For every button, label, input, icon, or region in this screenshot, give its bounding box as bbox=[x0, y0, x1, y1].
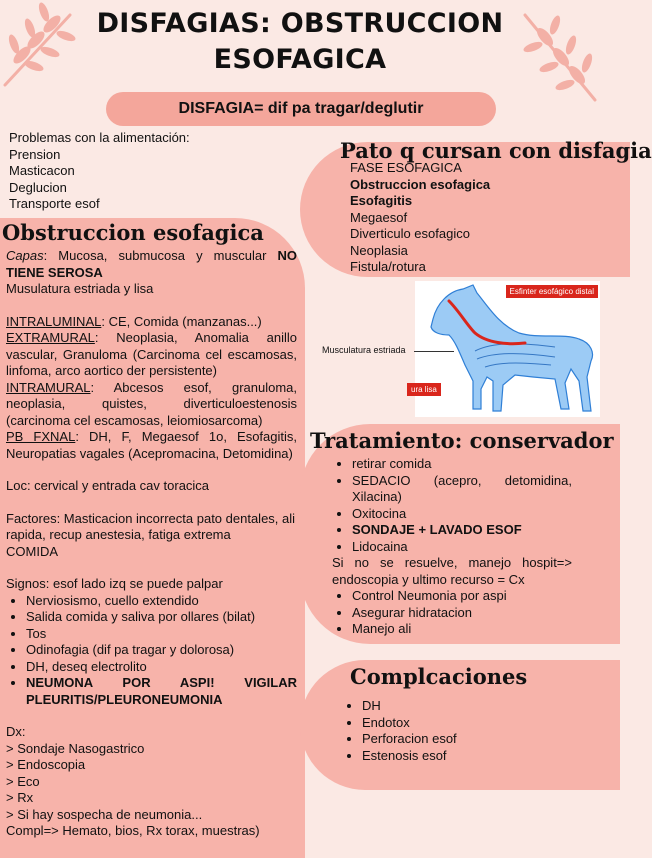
tratamiento-item: • Oxitocina bbox=[352, 506, 572, 523]
capas-line2: Musulatura estriada y lisa bbox=[6, 281, 154, 296]
tratamiento-list bbox=[332, 456, 572, 555]
intramural-paragraph bbox=[6, 380, 297, 430]
problemas-block bbox=[9, 130, 289, 213]
problemas-item: Transporte esof bbox=[9, 196, 100, 211]
pato-item: Obstruccion esofagica bbox=[350, 176, 491, 192]
tratamiento-section-title: Tratamiento: conservador bbox=[310, 428, 614, 453]
pbfxnal-text: : DH, F, Megaesof 1o, Esofagitis, Neuropatias vagales (Acepromacina, Detomidina) bbox=[6, 429, 297, 461]
problemas-item: Deglucion bbox=[9, 179, 67, 195]
problemas-item: Prension bbox=[9, 146, 61, 162]
signos-item-bold: • NEUMONA POR ASPI! VIGILAR PLEURITIS/PLEURONEUMONIA bbox=[26, 675, 297, 708]
factores-line: Factores: Masticacion incorrecta pato dentales, ali rapida, recup anestesia, fatiga extrema bbox=[6, 510, 296, 542]
pato-item: Neoplasia bbox=[350, 242, 408, 258]
tratamiento-list-2 bbox=[332, 588, 572, 638]
pato-section-title: Pato q cursan con disfagia bbox=[340, 138, 652, 163]
dx-item: > Endoscopia bbox=[6, 757, 86, 772]
dx-item: > Rx bbox=[6, 790, 34, 805]
striated-muscle-pointer bbox=[414, 351, 454, 352]
tratamiento-item-bold: • SONDAJE + LAVADO ESOF bbox=[352, 522, 572, 539]
smooth-muscle-label: ura lisa bbox=[407, 383, 441, 396]
pato-item: Esofagitis bbox=[350, 193, 413, 208]
tratamiento-item: • Manejo ali bbox=[352, 621, 572, 638]
pato-item: Megaesof bbox=[350, 209, 408, 225]
extramural-paragraph bbox=[6, 330, 297, 380]
tratamiento-item: • retirar comida bbox=[352, 456, 572, 473]
complicaciones-item: • Perforacion esof bbox=[362, 731, 572, 748]
signos-list bbox=[6, 593, 297, 709]
obstruccion-content bbox=[6, 248, 297, 840]
pbfxnal-paragraph bbox=[6, 429, 297, 462]
title-line-1: DISFAGIAS: OBSTRUCCION bbox=[96, 8, 504, 39]
signos-item: • Tos bbox=[26, 626, 297, 643]
signos-heading: Signos: esof lado izq se puede palpar bbox=[6, 576, 223, 591]
intramural-text: : Abcesos esof, granuloma, neoplasia, quistes, diverticuloestenosis (carcinoma cel escamosas, leiomiosarcoma) bbox=[6, 379, 297, 428]
dx-item: Compl=> Hemato, bios, Rx torax, muestras) bbox=[6, 823, 260, 838]
extramural-text: : Neoplasia, Anomalia anillo vascular, Granuloma (Carcinoma cel escamosas, linfoma, arco aortico der persistente) bbox=[6, 330, 297, 378]
intraluminal-text: : CE, Comida (manzanas...) bbox=[101, 313, 262, 329]
capas-text: : Mucosa, submucosa y muscular bbox=[43, 248, 278, 263]
pato-item: Diverticulo esofagico bbox=[350, 226, 470, 241]
title-line-2: ESOFAGICA bbox=[213, 44, 387, 75]
intraluminal-label: INTRALUMINAL bbox=[6, 313, 102, 329]
tratamiento-item: • Control Neumonia por aspi bbox=[352, 588, 572, 605]
capas-label: Capas bbox=[6, 248, 44, 263]
complicaciones-section-title: Complcaciones bbox=[350, 664, 528, 689]
tratamiento-content bbox=[332, 456, 572, 638]
signos-item: • Salida comida y saliva por ollares (bilat) bbox=[26, 609, 297, 626]
dx-heading: Dx: bbox=[6, 724, 26, 739]
sphincter-label: Esfinter esofágico distal bbox=[506, 285, 599, 298]
problemas-item: Masticacon bbox=[9, 163, 75, 178]
factores-line2: COMIDA bbox=[6, 543, 58, 559]
pato-list bbox=[350, 160, 590, 276]
pbfxnal-label: PB FXNAL bbox=[6, 429, 76, 444]
horse-anatomy-figure bbox=[411, 281, 600, 417]
complicaciones-item: • Estenosis esof bbox=[362, 748, 572, 765]
striated-muscle-label: Musculatura estriada bbox=[322, 345, 406, 355]
tratamiento-note: Si no se resuelve, manejo hospit=> endoscopia y ultimo recurso = Cx bbox=[332, 555, 572, 587]
capas-paragraph bbox=[6, 248, 297, 281]
horse-skeleton-icon bbox=[415, 281, 600, 417]
signos-item: • DH, deseq electrolito bbox=[26, 659, 297, 676]
loc-line: Loc: cervical y entrada cav toracica bbox=[6, 478, 210, 493]
tratamiento-item: • SEDACIO (acepro, detomidina, Xilacina) bbox=[352, 473, 572, 506]
extramural-label: EXTRAMURAL bbox=[6, 330, 95, 345]
dx-item: > Si hay sospecha de neumonia... bbox=[6, 806, 203, 822]
pato-item: FASE ESOFAGICA bbox=[350, 160, 462, 175]
dx-item: > Eco bbox=[6, 773, 40, 789]
complicaciones-content bbox=[342, 698, 572, 764]
intraluminal-paragraph bbox=[6, 314, 297, 331]
pato-item: Fistula/rotura bbox=[350, 259, 426, 274]
definition-banner: DISFAGIA= dif pa tragar/deglutir bbox=[106, 92, 496, 126]
complicaciones-list bbox=[342, 698, 572, 764]
page-title bbox=[0, 6, 600, 78]
signos-item: • Odinofagia (dif pa tragar y dolorosa) bbox=[26, 642, 297, 659]
tratamiento-item: • Asegurar hidratacion bbox=[352, 605, 572, 622]
complicaciones-item: • DH bbox=[362, 698, 572, 715]
tratamiento-item: • Lidocaina bbox=[352, 539, 572, 556]
dx-item: > Sondaje Nasogastrico bbox=[6, 740, 145, 756]
capas-bold: NO TIENE SEROSA bbox=[6, 248, 297, 280]
intramural-label: INTRAMURAL bbox=[6, 379, 91, 395]
complicaciones-item: • Endotox bbox=[362, 715, 572, 732]
obstruccion-section-title: Obstruccion esofagica bbox=[2, 220, 264, 245]
signos-item: • Nerviosismo, cuello extendido bbox=[26, 593, 297, 610]
problemas-heading: Problemas con la alimentación: bbox=[9, 130, 190, 145]
